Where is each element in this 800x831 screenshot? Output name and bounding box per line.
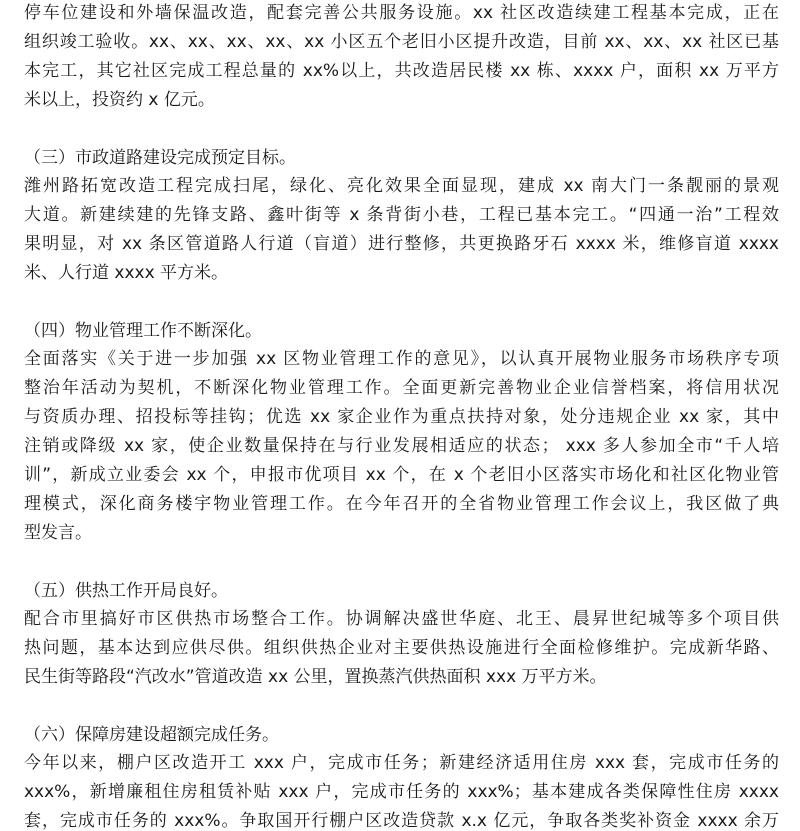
section-heading: （四）物业管理工作不断深化。: [24, 321, 262, 341]
paragraph-line: 潍州路拓宽改造工程完成扫尾，绿化、亮化效果全面显现，建成 xx 南大门一条靓丽的景观: [24, 176, 779, 196]
paragraph-line: 民生街等路段“汽改水”管道改造 xx 公里，置换蒸汽供热面积 xxx 万平方米。: [24, 667, 607, 687]
paragraph-line: 配合市里搞好市区供热市场整合工作。协调解决盛世华庭、北王、晨昇世纪城等多个项目供: [24, 609, 779, 629]
paragraph-line: 大道。新建续建的先锋支路、鑫叶街等 x 条背街小巷，工程已基本完工。“四通一治”工程效: [24, 205, 779, 225]
paragraph-line: 果明显，对 xx 条区管道路人行道（盲道）进行整修，共更换路牙石 xxxx 米，维修盲道 xxxx: [24, 234, 779, 254]
paragraph-line: 整治年活动为契机，不断深化物业管理工作。全面更新完善物业企业信誉档案，将信用状况: [24, 378, 779, 398]
paragraph-line: 本完工，其它社区完成工程总量的 xx%以上，共改造居民楼 xx 栋、xxxx 户，面积 xx 万平方: [24, 61, 779, 81]
paragraph-line: 与资质办理、招投标等挂钩；优选 xx 家企业作为重点扶持对象，处分违规企业 xx 家，其中: [24, 407, 779, 427]
section-heading: （六）保障房建设超额完成任务。: [24, 725, 279, 745]
section-heading: （五）供热工作开局良好。: [24, 581, 228, 601]
paragraph-line: 注销或降级 xx 家，使企业数量保持在与行业发展相适应的状态； xxx 多人参加全市“千人培: [24, 436, 779, 456]
paragraph-line: 型发言。: [24, 523, 92, 543]
paragraph-line: 今年以来，棚户区改造开工 xxx 户，完成市任务；新建经济适用住房 xxx 套，完成市任务的: [24, 753, 779, 773]
paragraph-line: 热问题，基本达到应供尽供。组织供热企业对主要供热设施进行全面检修维护。完成新华路、: [24, 638, 779, 658]
paragraph-line: 停车位建设和外墙保温改造，配套完善公共服务设施。xx 社区改造续建工程基本完成，正在: [24, 3, 779, 23]
paragraph-line: 全面落实《关于进一步加强 xx 区物业管理工作的意见》，以认真开展物业服务市场秩序专项: [24, 349, 779, 369]
section-heading: （三）市政道路建设完成预定目标。: [24, 148, 296, 168]
paragraph-line: 米以上，投资约 x 亿元。: [24, 90, 215, 110]
paragraph-line: xxx%，新增廉租住房租赁补贴 xxx 户，完成市任务的 xxx%；基本建成各类保障性住房 xxxx: [24, 782, 779, 802]
paragraph-line: 组织竣工验收。xx、xx、xx、xx、xx 小区五个老旧小区提升改造，目前 xx、xx、xx 社区已基: [24, 32, 779, 52]
paragraph-line: 理模式，深化商务楼宇物业管理工作。在今年召开的全省物业管理工作会议上，我区做了典: [24, 494, 779, 514]
paragraph-line: 训”，新成立业委会 xx 个，申报市优项目 xx 个，在 x 个老旧小区落实市场化和社区化物业管: [24, 465, 779, 485]
paragraph-line: 米、人行道 xxxx 平方米。: [24, 263, 229, 283]
paragraph-line: 套，完成市任务的 xxx%。争取国开行棚户区改造贷款 x.x 亿元，争取各类奖补资金 xxxx 余万: [24, 811, 779, 831]
